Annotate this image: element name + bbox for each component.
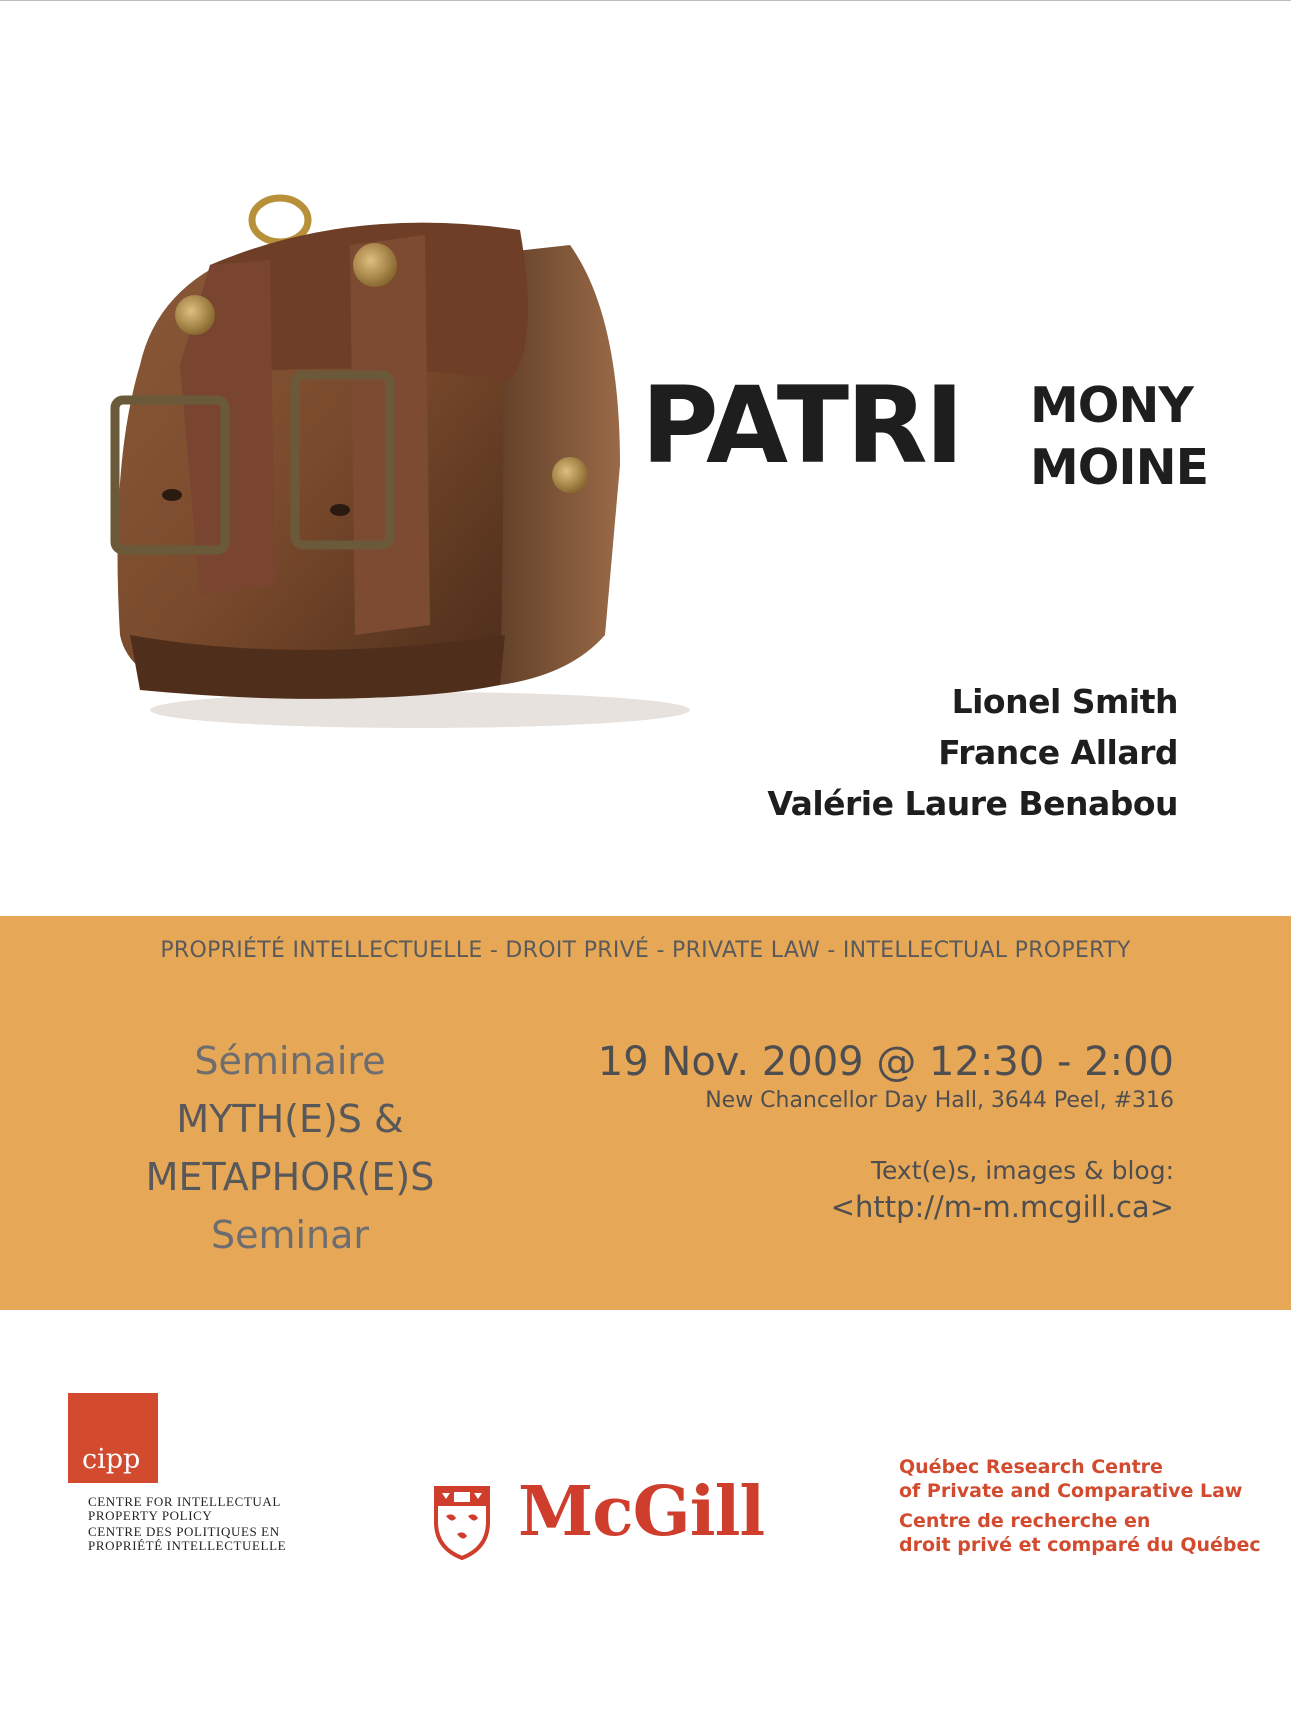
author-name: France Allard (938, 733, 1178, 772)
cipp-name-line: PROPERTY POLICY (88, 1508, 213, 1523)
topics-line: PROPRIÉTÉ INTELLECTUELLE - DROIT PRIVÉ - PRIVATE LAW - INTELLECTUAL PROPERTY (160, 938, 1131, 963)
title-suffix-fr: MOINE (1030, 439, 1209, 496)
author-list (767, 676, 1178, 829)
leather-bag-image (100, 165, 700, 745)
cipp-name-line: CENTRE DES POLITIQUES EN (88, 1524, 280, 1539)
seminar-line-fr: Séminaire (194, 1039, 386, 1083)
title-suffix-en: MONY (1030, 377, 1193, 434)
event-details (598, 1038, 1174, 1226)
qrc-line: of Private and Comparative Law (899, 1480, 1243, 1502)
seminar-line-metaphor: METAPHOR(E)S (145, 1155, 435, 1199)
qrc-line: droit privé et comparé du Québec (899, 1534, 1261, 1556)
website-link[interactable]: <http://m-m.mcgill.ca> (830, 1190, 1174, 1224)
cipp-name-line: CENTRE FOR INTELLECTUAL (88, 1494, 281, 1509)
cipp-name (88, 1495, 286, 1553)
event-date: 19 Nov. 2009 @ 12:30 - 2:00 (597, 1039, 1174, 1085)
seminar-line-myth: MYTH(E)S & (176, 1097, 404, 1141)
seminar-title (80, 1032, 500, 1264)
cipp-logo (68, 1393, 158, 1483)
cipp-logo-mark: cipp (82, 1444, 141, 1475)
event-venue: New Chancellor Day Hall, 3644 Peel, #316 (705, 1088, 1174, 1113)
author-name: Lionel Smith (951, 682, 1178, 721)
mcgill-wordmark: McGill (518, 1472, 765, 1552)
links-label: Text(e)s, images & blog: (870, 1156, 1174, 1185)
author-name: Valérie Laure Benabou (767, 784, 1178, 823)
mcgill-crest-icon (432, 1482, 492, 1560)
qrc-line: Québec Research Centre (899, 1456, 1163, 1478)
cipp-name-line: PROPRIÉTÉ INTELLECTUELLE (88, 1538, 287, 1553)
qrc-line: Centre de recherche en (899, 1510, 1151, 1532)
qrc-logo-text (899, 1455, 1261, 1557)
title-main: PATRI (641, 364, 962, 487)
top-rule (0, 0, 1291, 1)
seminar-line-en: Seminar (210, 1213, 370, 1257)
